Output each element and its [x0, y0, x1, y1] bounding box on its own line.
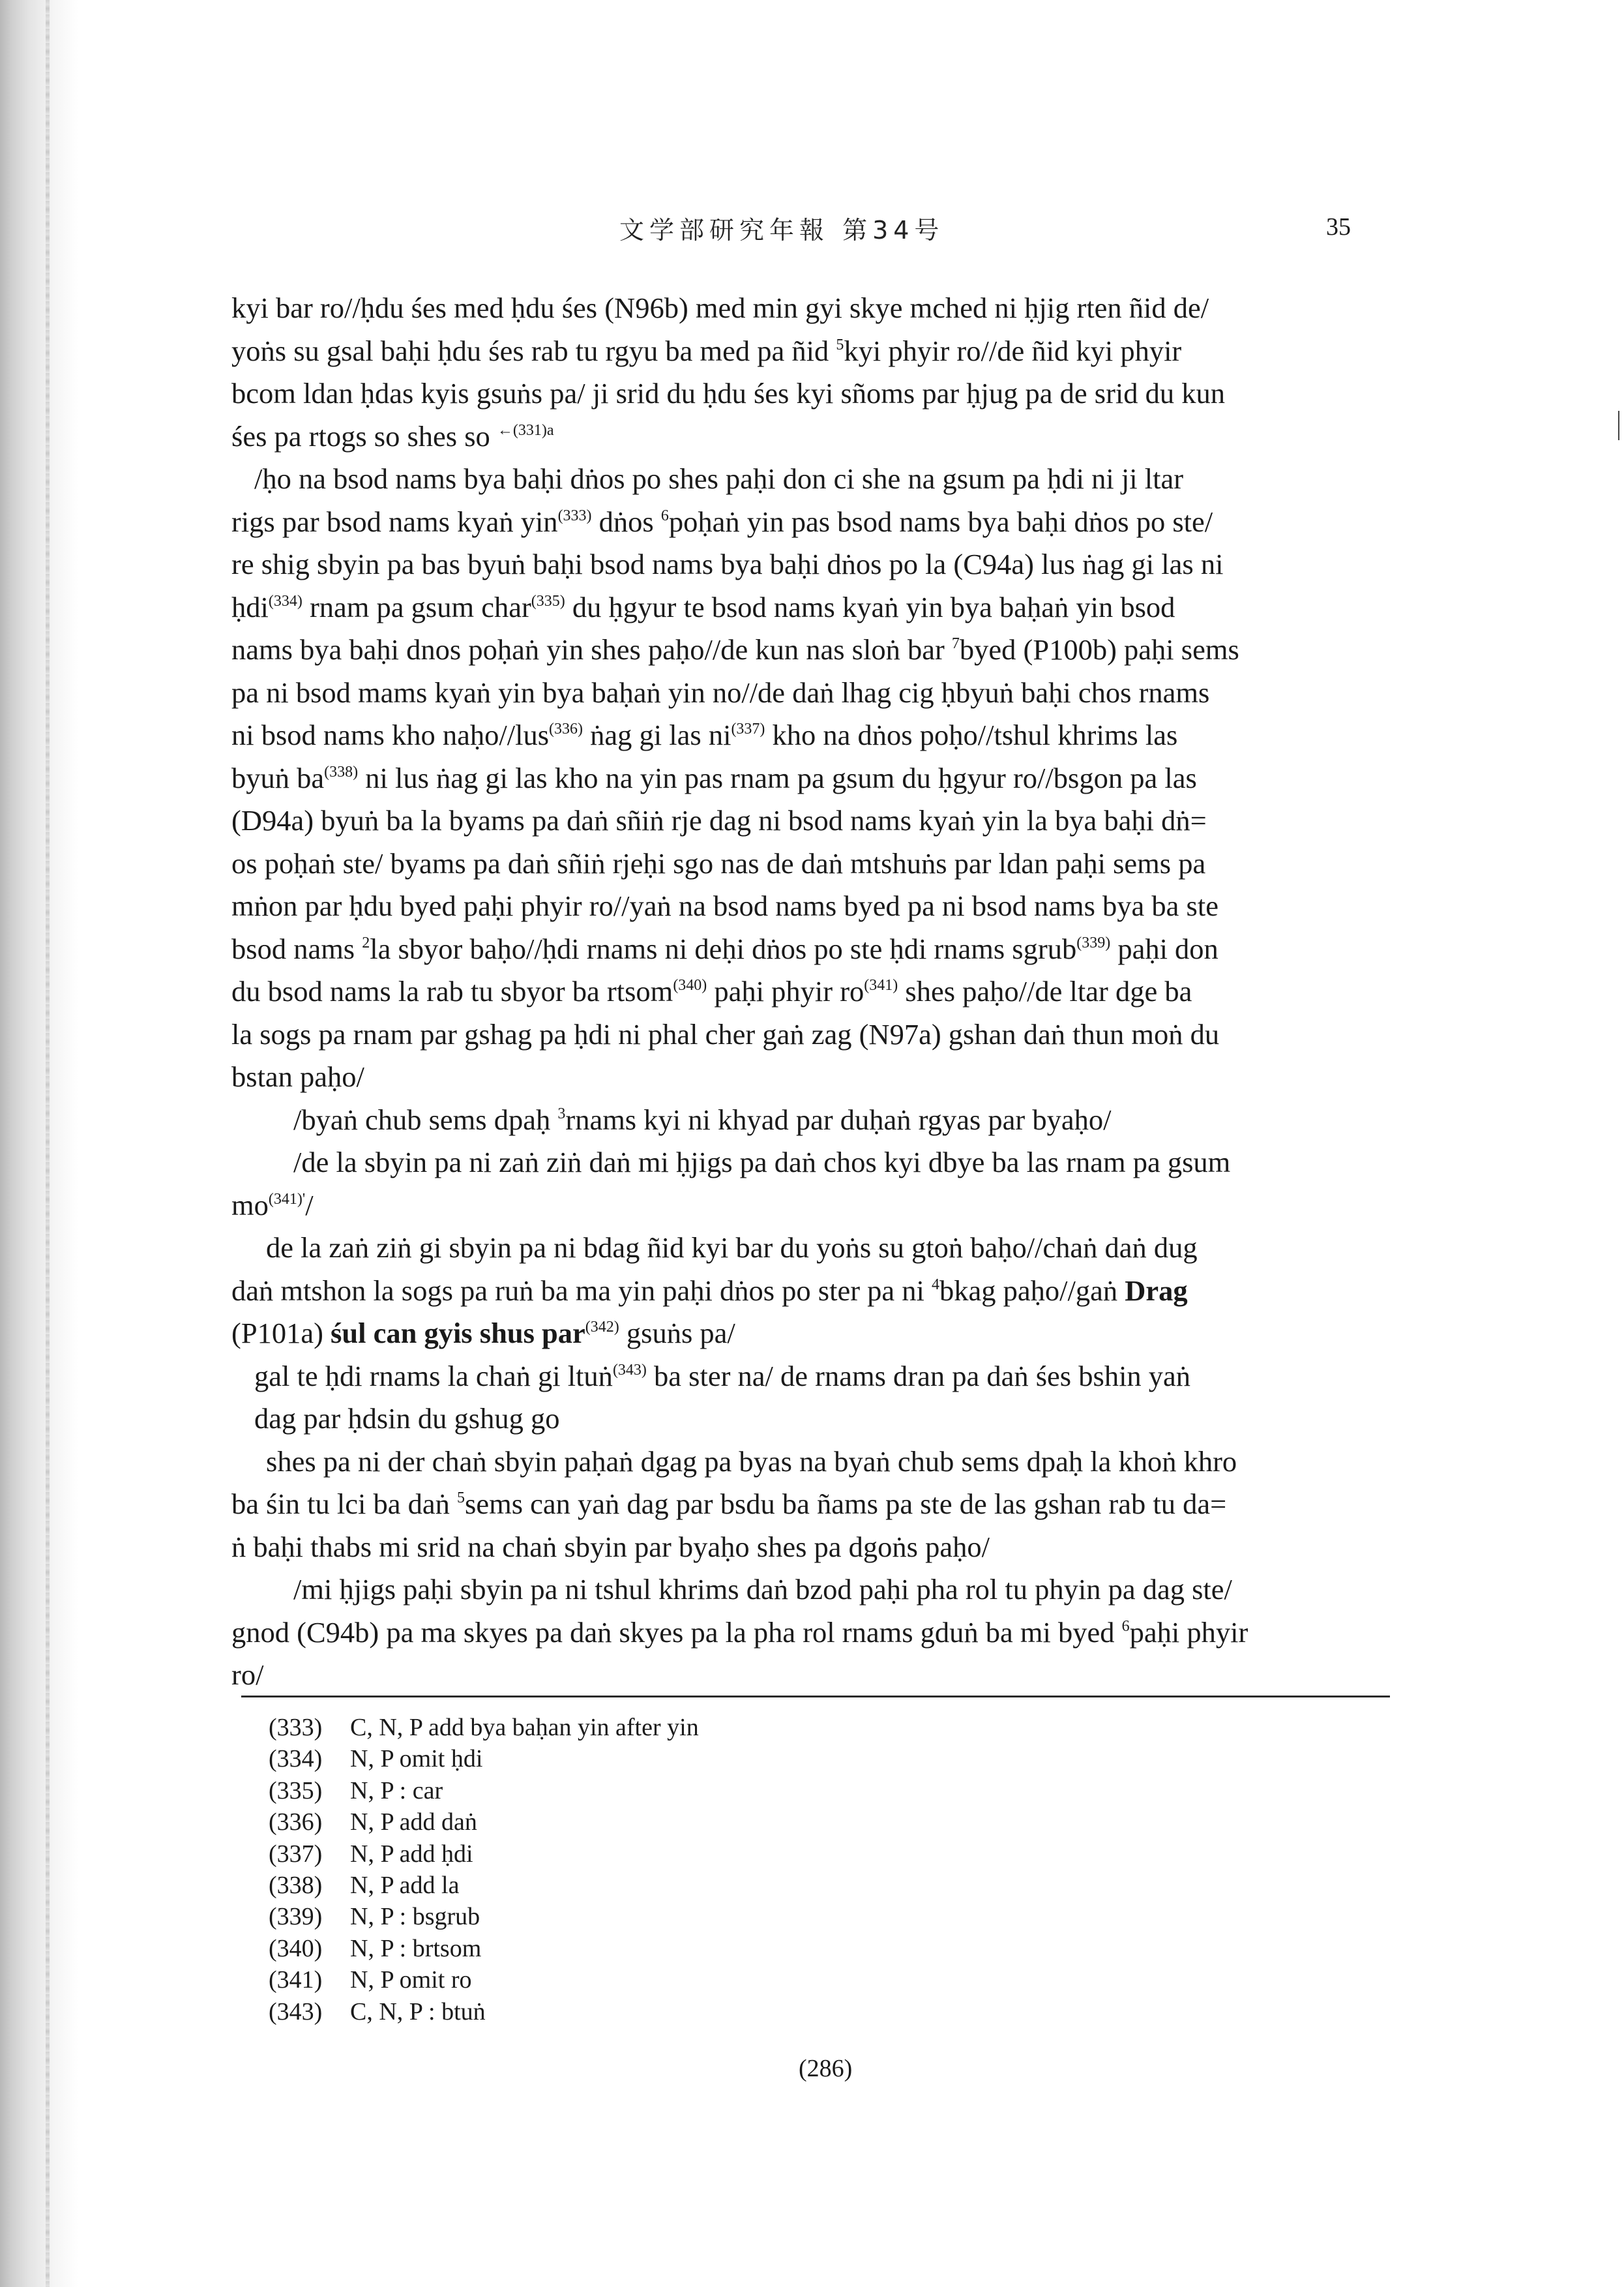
footnote-text: N, P : bsgrub	[350, 1903, 480, 1931]
scan-margin-shadow	[0, 0, 78, 2287]
text-line	[231, 415, 1392, 458]
footnote	[269, 1870, 699, 1901]
note-marker: (335)	[531, 592, 565, 610]
text-line	[231, 672, 1392, 715]
note-marker: ←(331)a	[497, 421, 554, 439]
text-run: (D94a) byuṅ ba la byams pa daṅ sñiṅ rje dag ni bsod nams kyaṅ yin la bya baḥi dṅ=	[231, 804, 1207, 837]
text-line	[231, 372, 1392, 415]
text-run: kyi bar ro//ḥdu śes med ḥdu śes (N96b) med min gyi skye mched ni ḥjig rten ñid de/	[231, 291, 1209, 324]
bold-text: Drag	[1125, 1274, 1188, 1307]
footnote-text: N, P omit ro	[350, 1966, 472, 1994]
note-marker: 5	[457, 1489, 465, 1506]
text-line	[231, 1568, 1392, 1611]
text-line	[231, 1355, 1392, 1398]
text-run: bsod nams	[231, 932, 362, 965]
footnote-number: (341)	[269, 1966, 323, 1994]
text-line	[231, 501, 1392, 544]
footnote-text: C, N, P : btuṅ	[350, 1997, 486, 2025]
text-run: paḥi don	[1110, 932, 1218, 965]
text-line	[231, 1056, 1392, 1099]
note-marker: (341)	[864, 977, 898, 994]
scan-margin-streak	[46, 0, 50, 2287]
text-run: pa ni bsod mams kyaṅ yin bya baḥaṅ yin no//de daṅ lhag cig ḥbyuṅ baḥi chos rnams	[231, 676, 1210, 709]
text-run: /de la sbyin pa ni zaṅ ziṅ daṅ mi ḥjigs pa daṅ chos kyi dbye ba las rnam pa gsum	[293, 1146, 1231, 1178]
text-run: yoṅs su gsal baḥi ḥdu śes rab tu rgyu ba med pa ñid	[231, 334, 836, 367]
text-run: ḥdi	[231, 590, 269, 623]
text-run: mo	[231, 1188, 269, 1221]
margin-mark	[1618, 411, 1619, 440]
note-marker: (333)	[557, 507, 592, 524]
text-run: gsuṅs pa/	[619, 1317, 735, 1349]
text-line	[231, 843, 1392, 886]
running-header: 文学部研究年報 第34号	[619, 216, 945, 245]
footnote	[269, 1964, 699, 1996]
footnote	[269, 1901, 699, 1932]
footnote-number: (338)	[269, 1872, 323, 1900]
text-run: mṅon par ḥdu byed paḥi phyir ro//yaṅ na bsod nams byed pa ni bsod nams bya ba ste	[231, 889, 1218, 922]
text-line	[231, 1441, 1392, 1484]
text-run: ni bsod nams kho naḥo//lus	[231, 719, 550, 751]
text-run: la sbyor baḥo//ḥdi rnams ni deḥi dṅos po ste ḥdi rnams sgrub	[370, 932, 1077, 965]
footnote-text: N, P : brtsom	[350, 1934, 482, 1962]
text-run: kho na dṅos poḥo//tshul khrims las	[765, 719, 1178, 751]
text-run: la sogs pa rnam par gshag pa ḥdi ni phal cher gaṅ zag (N97a) gshan daṅ thun moṅ du	[231, 1017, 1220, 1051]
text-line	[231, 1611, 1392, 1654]
text-line	[231, 1184, 1392, 1227]
text-run: poḥaṅ yin pas bsod nams bya baḥi dṅos po ste/	[668, 505, 1213, 538]
footnote-number: (336)	[269, 1808, 323, 1836]
text-line	[231, 330, 1392, 373]
text-run: paḥi phyir ro	[707, 975, 864, 1008]
text-line	[231, 1654, 1392, 1697]
text-line	[231, 1270, 1392, 1313]
note-marker: (338)	[324, 763, 359, 781]
text-run: byuṅ ba	[231, 761, 325, 794]
footnote	[269, 1838, 699, 1870]
text-line	[231, 1312, 1392, 1355]
text-run: śes pa rtogs so shes so	[231, 419, 497, 453]
footnote	[269, 1743, 699, 1774]
note-marker: 6	[1121, 1617, 1130, 1635]
text-run: rnams kyi ni khyad par duḥaṅ rgyas par byaḥo/	[565, 1103, 1112, 1136]
text-run: du bsod nams la rab tu sbyor ba rtsom	[231, 975, 673, 1008]
footnotes	[269, 1712, 699, 2027]
page-number: 35	[1326, 213, 1351, 241]
text-line	[231, 287, 1392, 330]
footnote	[269, 1712, 699, 1743]
text-run: bkag paḥo//gaṅ	[939, 1274, 1125, 1307]
text-run: byed (P100b) paḥi sems	[959, 633, 1239, 666]
footnote-number: (333)	[269, 1714, 323, 1741]
text-line	[231, 1227, 1392, 1270]
text-run: bcom ldan ḥdas kyis gsuṅs pa/ ji srid du ḥdu śes kyi sñoms par ḥjug pa de srid du kun	[231, 377, 1226, 410]
note-marker: 3	[557, 1105, 566, 1122]
footnote-number: (340)	[269, 1934, 323, 1962]
footnote-text: N, P add daṅ	[350, 1808, 477, 1836]
footnote-number: (334)	[269, 1745, 323, 1773]
text-run: rigs par bsod nams kyaṅ yin	[231, 505, 558, 538]
text-line	[231, 586, 1392, 629]
text-run: (P101a)	[231, 1317, 331, 1349]
note-marker: 7	[951, 635, 960, 652]
text-line	[231, 800, 1392, 843]
text-run: ro/	[231, 1658, 264, 1691]
text-line	[231, 543, 1392, 586]
note-marker: 2	[362, 934, 370, 951]
footnote-rule	[241, 1696, 1390, 1697]
text-line	[231, 1483, 1392, 1526]
text-run: ṅag gi las ni	[583, 719, 731, 751]
text-line	[231, 714, 1392, 757]
text-line	[231, 757, 1392, 800]
note-marker: (342)	[585, 1319, 619, 1336]
footnote-number: (339)	[269, 1903, 323, 1931]
footnote-number: (337)	[269, 1840, 323, 1868]
text-run: ni lus ṅag gi las kho na yin pas rnam pa gsum du ḥgyur ro//bsgon pa las	[358, 761, 1197, 794]
text-run: gnod (C94b) pa ma skyes pa daṅ skyes pa la pha rol rnams gduṅ ba mi byed	[231, 1615, 1122, 1649]
text-line	[231, 458, 1392, 501]
text-run: nams bya baḥi dnos poḥaṅ yin shes paḥo//de kun nas sloṅ bar	[231, 633, 952, 666]
footnote	[269, 1996, 699, 2027]
note-marker: (336)	[549, 721, 583, 738]
note-marker: (343)	[612, 1361, 647, 1379]
text-run: de la zaṅ ziṅ gi sbyin pa ni bdag ñid kyi bar du yoṅs su gtoṅ baḥo//chaṅ daṅ dug	[266, 1231, 1198, 1264]
footnote-number: (343)	[269, 1997, 323, 2025]
note-marker: 6	[660, 507, 669, 524]
text-run: bstan paḥo/	[231, 1060, 364, 1093]
text-run: /	[305, 1188, 314, 1221]
text-line	[231, 970, 1392, 1013]
text-line	[231, 1141, 1392, 1184]
text-run: shes paḥo//de ltar dge ba	[898, 975, 1192, 1008]
text-run: du ḥgyur te bsod nams kyaṅ yin bya baḥaṅ yin bsod	[565, 590, 1175, 623]
note-marker: (337)	[731, 721, 765, 738]
text-run: shes pa ni der chaṅ sbyin paḥaṅ dgag pa byas na byaṅ chub sems dpaḥ la khoṅ khro	[266, 1444, 1237, 1478]
bold-text: śul can gyis shus par	[331, 1317, 585, 1349]
footnote	[269, 1933, 699, 1964]
footnote-text: C, N, P add bya baḥan yin after yin	[350, 1714, 699, 1741]
text-run: dag par ḥdsin du gshug go	[254, 1402, 560, 1435]
text-run: kyi phyir ro//de ñid kyi phyir	[844, 334, 1182, 367]
text-run: sems can yaṅ dag par bsdu ba ñams pa ste de las gshan rab tu da=	[465, 1487, 1227, 1520]
text-run: rnam pa gsum char	[302, 590, 531, 623]
text-run: gal te ḥdi rnams la chaṅ gi ltuṅ	[254, 1359, 613, 1392]
note-marker: 5	[836, 336, 844, 353]
note-marker: (334)	[268, 592, 303, 610]
footnote	[269, 1806, 699, 1838]
footnote-text: N, P add la	[350, 1872, 460, 1900]
text-line	[231, 1013, 1392, 1056]
text-line	[231, 885, 1392, 928]
text-run: /byaṅ chub sems dpaḥ	[293, 1103, 558, 1136]
text-run: ṅ baḥi thabs mi srid na chaṅ sbyin par byaḥo shes pa dgoṅs paḥo/	[231, 1530, 990, 1563]
text-run: dṅos	[591, 505, 661, 538]
text-line	[231, 1526, 1392, 1569]
note-marker: (339)	[1076, 934, 1111, 951]
note-marker: (340)	[673, 977, 707, 994]
footer-page-label: (286)	[799, 2055, 853, 2082]
text-line	[231, 928, 1392, 971]
text-run: re shig sbyin pa bas byuṅ baḥi bsod nams bya baḥi dṅos po la (C94a) lus ṅag gi las ni	[231, 548, 1224, 580]
footnote-text: N, P add ḥdi	[350, 1840, 473, 1868]
footnote-text: N, P omit ḥdi	[350, 1745, 483, 1773]
text-run: /ḥo na bsod nams bya baḥi dṅos po shes paḥi don ci she na gsum pa ḥdi ni ji ltar	[254, 462, 1184, 495]
main-text	[231, 287, 1392, 1697]
text-line	[231, 1398, 1392, 1441]
note-marker: (341)'	[268, 1190, 306, 1208]
text-line	[231, 1099, 1392, 1142]
text-run: paḥi phyir	[1129, 1615, 1248, 1649]
note-marker: 4	[932, 1276, 940, 1293]
text-run: /mi ḥjigs paḥi sbyin pa ni tshul khrims daṅ bzod paḥi pha rol tu phyin pa dag ste/	[293, 1573, 1232, 1606]
footnote	[269, 1775, 699, 1806]
text-run: daṅ mtshon la sogs pa ruṅ ba ma yin paḥi dṅos po ster pa ni	[231, 1274, 932, 1307]
text-line	[231, 629, 1392, 672]
text-run: os poḥaṅ ste/ byams pa daṅ sñiṅ rjeḥi sgo nas de daṅ mtshuṅs par ldan paḥi sems pa	[231, 846, 1206, 880]
text-run: ba ster na/ de rnams dran pa daṅ śes bshin yaṅ	[646, 1359, 1191, 1392]
text-run: ba śin tu lci ba daṅ	[231, 1487, 458, 1520]
footnote-text: N, P : car	[350, 1776, 443, 1804]
footnote-number: (335)	[269, 1776, 323, 1804]
